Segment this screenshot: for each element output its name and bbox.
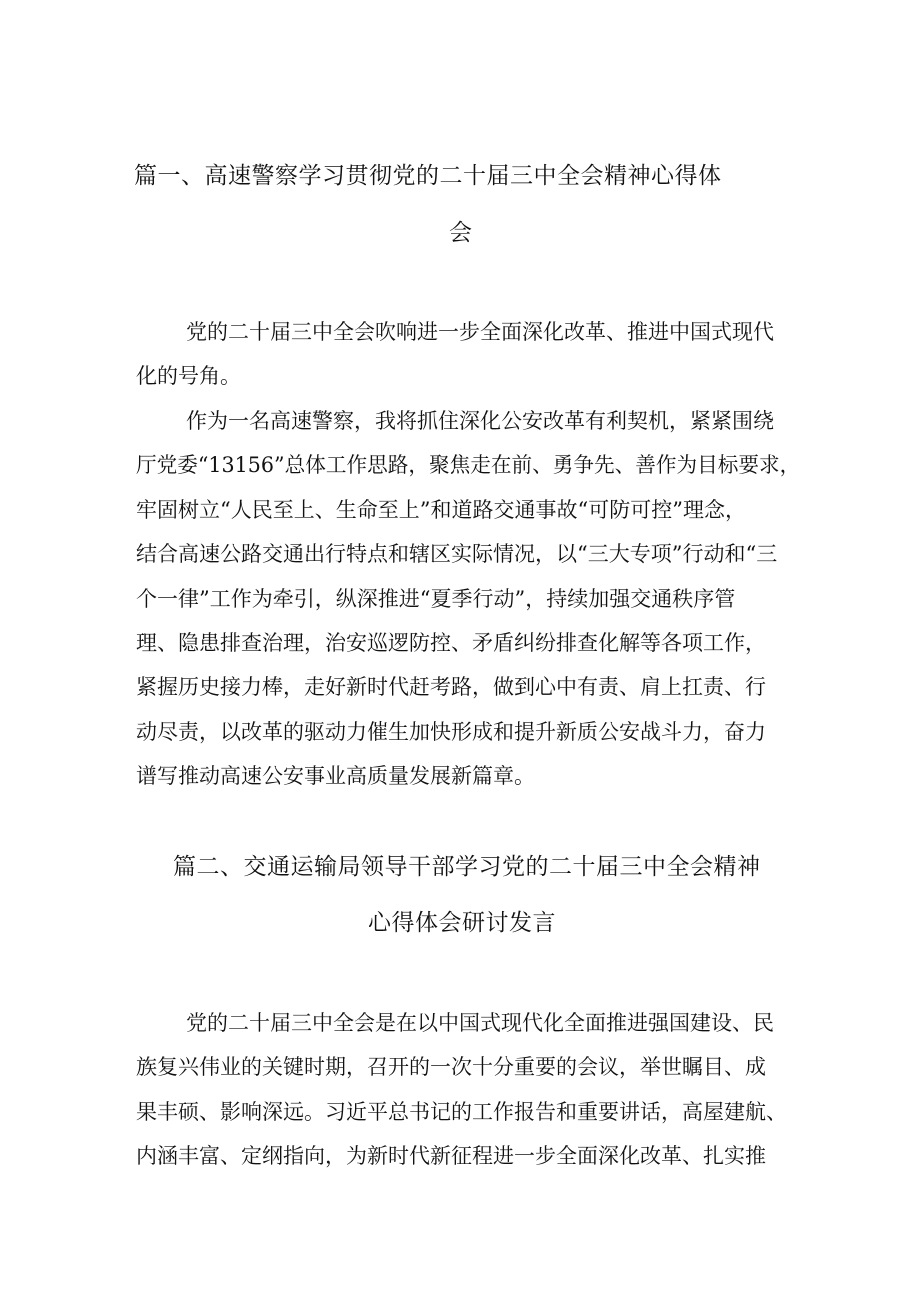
section1-p2-line4: 结合高速公路交通出行特点和辖区实际情况，以“三大专项”行动和“三: [136, 542, 778, 566]
section1-p1-line1: 党的二十届三中全会吹响进一步全面深化改革、推进中国式现代: [186, 320, 774, 344]
section1-title-line1: 篇一、高速警察学习贯彻党的二十届三中全会精神心得体: [134, 163, 722, 189]
section2-p1-line3: 果丰硕、影响深远。习近平总书记的工作报告和重要讲话，高屋建航、: [136, 1100, 787, 1124]
section1-p2-line7: 紧握历史接力棒，走好新时代赶考路，做到心中有责、肩上扛责、行: [136, 675, 766, 699]
section1-title-line2: 会: [449, 220, 473, 246]
section1-p2-line9: 谱写推动高速公安事业高质量发展新篇章。: [136, 764, 535, 788]
section2-title-line1: 篇二、交通运输局领导干部学习党的二十届三中全会精神: [173, 854, 761, 880]
section2-p1-line1: 党的二十届三中全会是在以中国式现代化全面推进强国建设、民: [186, 1011, 774, 1035]
section2-p1-line4: 内涵丰富、定纲指向，为新时代新征程进一步全面深化改革、扎实推: [136, 1144, 766, 1168]
section1-p2-line1: 作为一名高速警察，我将抓住深化公安改革有利契机，紧紧围绕: [186, 409, 774, 433]
section1-p2-line5: 个一律”工作为牵引，纵深推进“夏季行动”，持续加强交通秩序管: [136, 587, 736, 611]
section1-p1-line2: 化的号角。: [136, 364, 241, 388]
section2-p1-line2: 族复兴伟业的关键时期，召开的一次十分重要的会议，举世瞩目、成: [136, 1055, 766, 1079]
section1-p2-line2: 厅党委“13156”总体工作思路，聚焦走在前、勇争先、善作为目标要求，: [136, 453, 801, 477]
section1-p2-line6: 理、隐患排查治理，治安巡逻防控、矛盾纠纷排查化解等各项工作，: [136, 631, 766, 655]
section1-p2-line3: 牢固树立“人民至上、生命至上”和道路交通事故“可防可控”理念，: [136, 498, 746, 522]
section1-p2-line8: 动尽责，以改革的驱动力催生加快形成和提升新质公安战斗力，奋力: [136, 720, 766, 744]
section2-title-line2: 心得体会研讨发言: [368, 910, 556, 936]
